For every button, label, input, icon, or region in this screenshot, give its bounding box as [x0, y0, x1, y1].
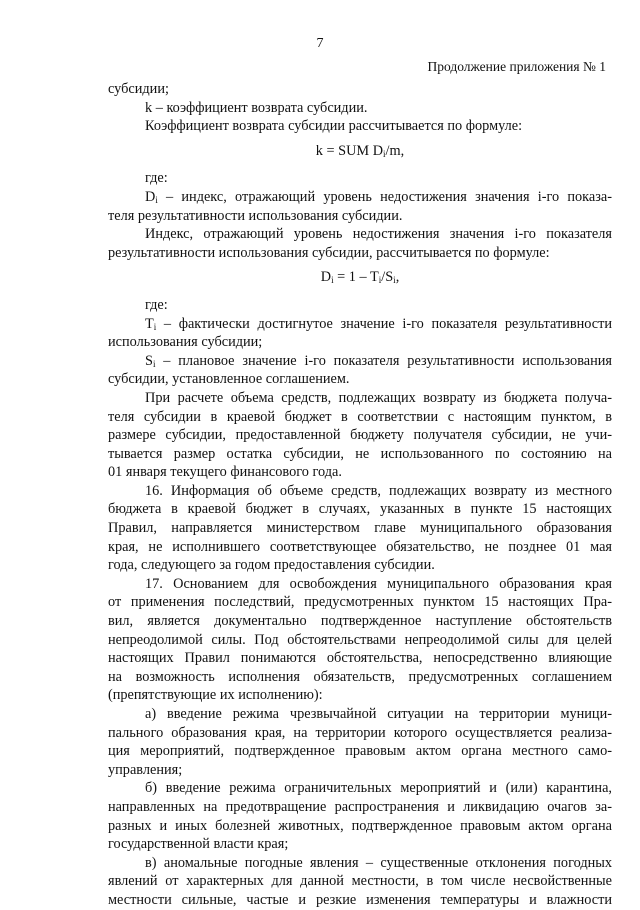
text-line: явлений от характерных для данной местности, в том числе несвойственные — [108, 873, 612, 890]
text-line: результативности использования субсидии, рассчитывается по формуле: — [108, 244, 550, 261]
text-line: Правил, направляется министерством главе муниципального образования — [108, 520, 612, 537]
text-line: субсидии; — [108, 81, 169, 97]
appendix-continuation-label: Продолжение приложения № 1 — [427, 59, 606, 74]
text-line: тывается размер остатка субсидии, не использованного по состоянию на — [108, 445, 612, 462]
formula-k: k = SUM $D_i/m$, — [315, 142, 405, 159]
text-line: года, следующего за годом предоставления субсидии. — [108, 557, 435, 574]
text-line: направленных на предотвращение распространения и ликвидацию очагов за- — [108, 798, 612, 815]
text-line: в) аномальные погодные явления – существенные отклонения погодных — [145, 854, 612, 871]
text-line: размере субсидии, предоставленной бюджету получателя субсидии, не учи- — [108, 427, 612, 444]
text-line: где: — [145, 170, 168, 187]
formula-d: $D_i = 1 - T_i/S_i$, — [320, 269, 400, 286]
text-line: а) введение режима чрезвычайной ситуации на территории муници- — [145, 706, 612, 722]
text-line: теля результативности использования субсидии. — [108, 207, 403, 224]
text-line: Коэффициент возврата субсидии рассчитывается по формуле: — [145, 118, 523, 135]
document-body — [108, 80, 612, 910]
text-line: использования субсидии; — [108, 334, 263, 351]
text-line: края, не исполнившего соответствующее обязательство, не позднее 01 мая — [108, 538, 612, 555]
text-line: ция мероприятий, подтвержденное правовым актом органа местного само- — [108, 743, 612, 760]
text-line: (препятствующие их исполнению): — [108, 687, 323, 704]
text-line: непреодолимой силы. Под обстоятельствами непреодолимой силы для целей — [108, 631, 612, 648]
text-line: разных и иных болезней животных, подтвержденное правовым актом органа — [108, 817, 612, 834]
text-line: б) введение режима ограничительных мероприятий и (или) карантина, — [145, 780, 612, 797]
text-line: $D_i$ – индекс, отражающий уровень недостижения значения i-го показа- — [145, 188, 612, 205]
text-line: бюджета в краевой бюджет в случаях, указанных в пункте 15 настоящих — [108, 501, 612, 518]
text-line: на возможность исполнения обязательств, предусмотренных соглашением — [108, 668, 612, 685]
text-line: теля субсидии в краевой бюджет в соответствии с настоящим пунктом, в — [108, 408, 612, 425]
text-line: При расчете объема средств, подлежащих возврату из бюджета получа- — [145, 389, 612, 406]
text-line: от применения последствий, предусмотренных пунктом 15 настоящих Пра- — [108, 594, 612, 611]
text-line: управления; — [108, 761, 183, 778]
page-number: 7 — [316, 36, 324, 51]
text-line: Индекс, отражающий уровень недостижения значения i-го показателя — [145, 226, 612, 243]
text-line: настоящих Правил понимаются обстоятельства, непосредственно влияющие — [108, 650, 612, 667]
text-line: местности сильные, частые и резкие изменения температуры и влажности — [108, 891, 612, 908]
text-line: где: — [145, 296, 168, 313]
text-line: 16. Информация об объеме средств, подлежащих возврату из местного — [145, 482, 612, 499]
text-line: пального образования края, на территории которого осуществляется реализа- — [108, 724, 612, 741]
text-line: $T_i$ – фактически достигнутое значение i-го показателя результативности — [145, 315, 612, 332]
text-line: субсидии, установленное соглашением. — [108, 371, 350, 388]
text-line: k – коэффициент возврата субсидии. — [145, 99, 368, 116]
text-line: 17. Основанием для освобождения муниципального образования края — [145, 575, 612, 592]
text-line: 01 января текущего финансового года. — [108, 464, 342, 481]
text-line: государственной власти края; — [108, 836, 289, 853]
text-line: вил, является документально подтвержденное наступление обстоятельств — [108, 613, 612, 630]
text-line: $S_i$ – плановое значение i-го показателя результативности использования — [145, 352, 612, 369]
